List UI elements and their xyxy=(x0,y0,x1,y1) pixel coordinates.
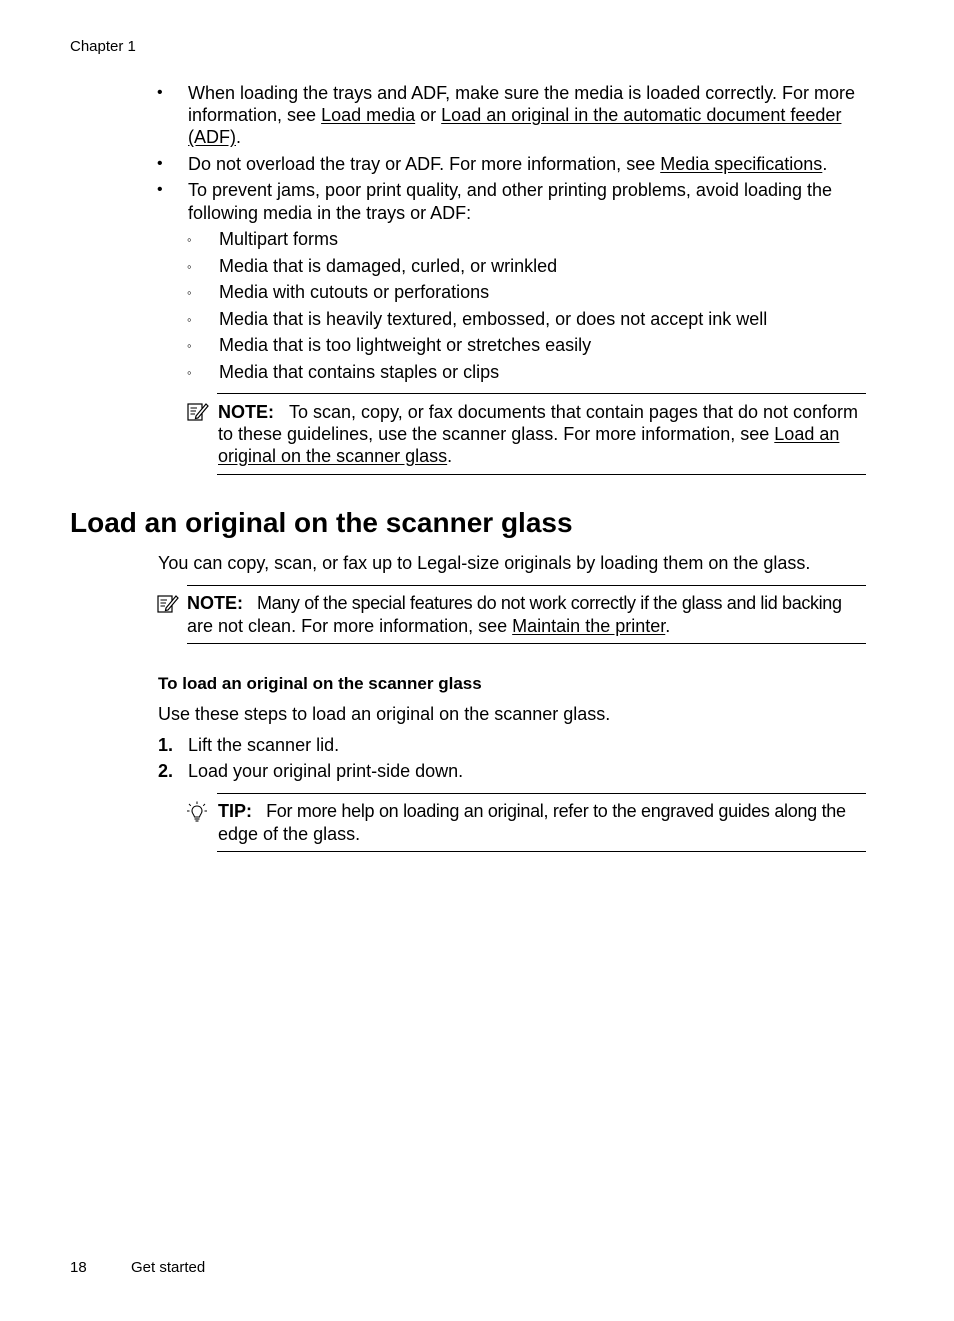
sub-bullet-marker: ◦ xyxy=(187,259,192,274)
note-icon xyxy=(157,593,179,613)
page-number: 18 xyxy=(70,1259,87,1276)
note-top-rule xyxy=(217,393,866,394)
sub-bullet-marker: ◦ xyxy=(187,232,192,247)
tip-top-rule xyxy=(217,793,866,794)
section-intro: You can copy, scan, or fax up to Legal-size originals by loading them on the glass. xyxy=(158,553,811,573)
load-original-glass-link[interactable]: Load an xyxy=(774,424,840,444)
step-text: Load your original print-side down. xyxy=(188,761,464,781)
bullet-marker: • xyxy=(157,181,163,198)
sub-item: Multipart forms xyxy=(219,229,339,249)
note-bottom-rule xyxy=(187,643,866,644)
maintain-printer-link[interactable]: Maintain the printer xyxy=(512,616,666,636)
tip-label: TIP: xyxy=(218,801,252,821)
note-1-line-2: to these guidelines, use the scanner glass. For more information, see Load an xyxy=(218,424,840,444)
note-icon xyxy=(187,401,209,421)
procedure-intro: Use these steps to load an original on the scanner glass. xyxy=(158,704,611,724)
bullet-marker: • xyxy=(157,84,163,101)
tip-line-2: edge of the glass. xyxy=(218,824,361,844)
note-label: NOTE: xyxy=(218,402,274,422)
bullet-marker: • xyxy=(157,155,163,172)
load-original-adf-link[interactable]: Load an original in the automatic document feeder xyxy=(441,105,842,125)
bullet-3-line-2: following media in the trays or ADF: xyxy=(188,203,472,223)
sub-item: Media with cutouts or perforations xyxy=(219,282,490,302)
note-2-line-1: NOTE: Many of the special features do not work correctly if the glass and lid backing xyxy=(187,593,842,613)
load-original-adf-link-continued[interactable]: (ADF) xyxy=(188,127,236,147)
sub-item: Media that contains staples or clips xyxy=(219,362,500,382)
load-media-link[interactable]: Load media xyxy=(321,105,416,125)
bullet-1-line-1: When loading the trays and ADF, make sure the media is loaded correctly. For more xyxy=(188,83,855,103)
chapter-header: Chapter 1 xyxy=(70,38,136,55)
bullet-2: Do not overload the tray or ADF. For more information, see Media specifications. xyxy=(188,154,828,174)
sub-item: Media that is damaged, curled, or wrinkled xyxy=(219,256,558,276)
bullet-3-line-1: To prevent jams, poor print quality, and other printing problems, avoid loading the xyxy=(188,180,833,200)
sub-bullet-marker: ◦ xyxy=(187,365,192,380)
tip-line-1: TIP: For more help on loading an original, refer to the engraved guides along the xyxy=(218,801,846,821)
procedure-title: To load an original on the scanner glass xyxy=(158,674,482,693)
tip-bottom-rule xyxy=(217,851,866,852)
step-number: 1. xyxy=(158,735,174,755)
load-original-glass-link-continued[interactable]: original on the scanner glass xyxy=(218,446,448,466)
note-bottom-rule xyxy=(217,474,866,475)
sub-bullet-marker: ◦ xyxy=(187,312,192,327)
note-2-line-2: are not clean. For more information, see Maintain the printer. xyxy=(187,616,671,636)
sub-item: Media that is too lightweight or stretches easily xyxy=(219,335,592,355)
step-number: 2. xyxy=(158,761,174,781)
note-top-rule xyxy=(187,585,866,586)
bullet-1-line-2: information, see Load media or Load an original in the automatic document feeder xyxy=(188,105,842,125)
bullet-1-line-3: (ADF). xyxy=(188,127,242,147)
lightbulb-icon xyxy=(186,801,208,823)
sub-item: Media that is heavily textured, embossed, or does not accept ink well xyxy=(219,309,768,329)
note-label: NOTE: xyxy=(187,593,243,613)
note-1-line-1: NOTE: To scan, copy, or fax documents that contain pages that do not conform xyxy=(218,402,859,422)
sub-bullet-marker: ◦ xyxy=(187,285,192,300)
media-specifications-link[interactable]: Media specifications xyxy=(660,154,823,174)
section-title: Load an original on the scanner glass xyxy=(70,507,573,538)
sub-bullet-marker: ◦ xyxy=(187,338,192,353)
footer-section: Get started xyxy=(131,1259,206,1276)
note-1-line-3: original on the scanner glass. xyxy=(218,446,453,466)
step-text: Lift the scanner lid. xyxy=(188,735,340,755)
